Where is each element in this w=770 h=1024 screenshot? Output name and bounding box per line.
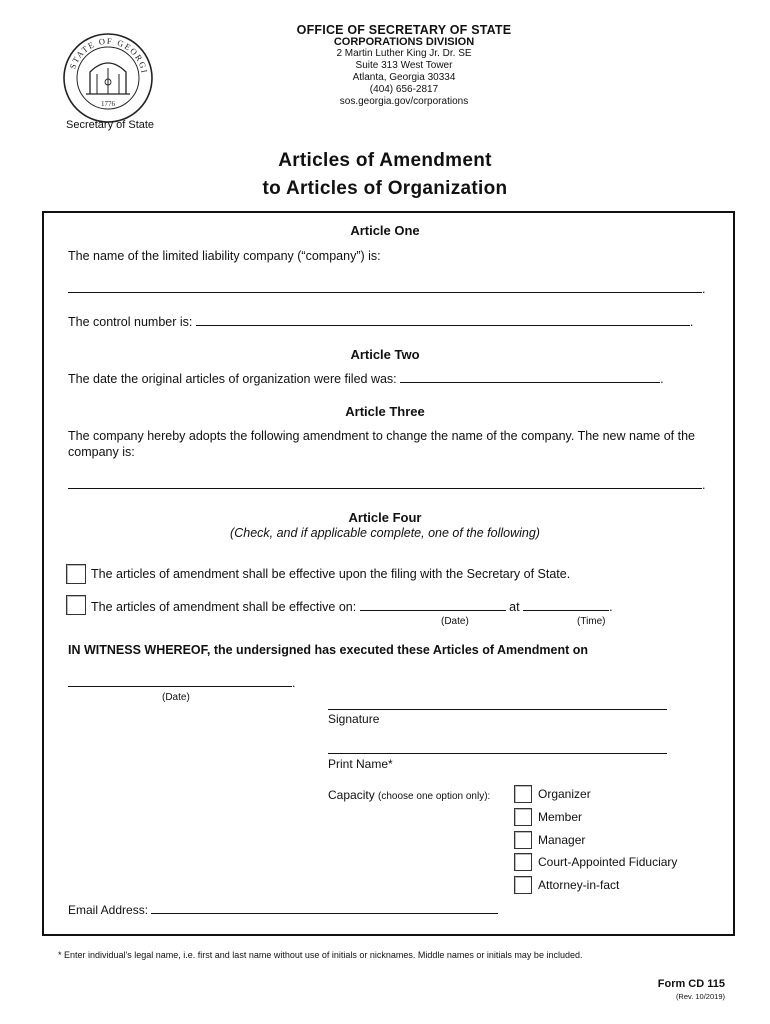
capacity-member-checkbox[interactable] bbox=[514, 808, 532, 826]
capacity-fiduciary-checkbox[interactable] bbox=[514, 853, 532, 871]
article-three-text: The company hereby adopts the following amendment to change the name of the company. The new name of the company is: bbox=[68, 429, 696, 459]
website: sos.georgia.gov/corporations bbox=[339, 96, 469, 107]
effective-time-caption: (Time) bbox=[577, 616, 606, 627]
execution-date-caption: (Date) bbox=[162, 692, 190, 703]
filing-date-prompt: The date the original articles of organization were filed was: bbox=[68, 372, 397, 386]
at-label: at bbox=[509, 600, 520, 614]
print-name-label: Print Name* bbox=[328, 757, 393, 771]
new-company-name-field[interactable]: . bbox=[68, 477, 705, 492]
article-one-heading: Article One bbox=[350, 223, 420, 238]
seal-text: STATE OF GEORGI bbox=[67, 35, 150, 75]
article-three-heading: Article Three bbox=[345, 404, 425, 419]
email-row bbox=[68, 902, 498, 917]
document-title-line-1: Articles of Amendment bbox=[278, 150, 492, 171]
effective-time-field[interactable] bbox=[523, 599, 609, 611]
form-revision: (Rev. 10/2019) bbox=[675, 992, 725, 1001]
company-name-field[interactable]: . bbox=[68, 281, 705, 296]
article-two-heading: Article Two bbox=[350, 347, 420, 362]
capacity-organizer-label: Organizer bbox=[538, 787, 591, 801]
effective-date-caption: (Date) bbox=[441, 616, 469, 627]
email-field[interactable] bbox=[151, 902, 498, 914]
georgia-state-seal bbox=[62, 32, 154, 124]
seal-caption: Secretary of State bbox=[66, 119, 155, 131]
effective-on-date-label: The articles of amendment shall be effective on: bbox=[91, 600, 357, 614]
filing-date-field[interactable] bbox=[400, 371, 660, 383]
capacity-row bbox=[328, 788, 490, 802]
phone-number: (404) 656-2817 bbox=[369, 84, 439, 95]
control-number-field[interactable] bbox=[196, 314, 690, 326]
effective-on-date-checkbox[interactable] bbox=[66, 595, 86, 615]
control-number-row: The control number is: . bbox=[68, 315, 694, 329]
capacity-member-label: Member bbox=[538, 810, 583, 824]
capacity-manager-checkbox[interactable] bbox=[514, 831, 532, 849]
effective-on-filing-checkbox[interactable] bbox=[66, 564, 86, 584]
capacity-organizer-checkbox[interactable] bbox=[514, 785, 532, 803]
signature-field[interactable] bbox=[328, 709, 667, 710]
footnote: * Enter individual's legal name, i.e. first and last name without use of initials or nicknames. Middle names or initials may be included. bbox=[58, 950, 583, 960]
print-name-field[interactable] bbox=[328, 753, 667, 754]
article-four-instruction: (Check, and if applicable complete, one of the following) bbox=[230, 526, 540, 540]
capacity-hint: (choose one option only): bbox=[378, 791, 491, 802]
execution-date-field[interactable]: . bbox=[68, 675, 295, 690]
effective-on-filing-label: The articles of amendment shall be effective upon the filing with the Secretary of State. bbox=[91, 567, 571, 581]
signature-label: Signature bbox=[328, 712, 380, 726]
effective-date-field[interactable] bbox=[360, 599, 506, 611]
capacity-fiduciary-label: Court-Appointed Fiduciary bbox=[538, 855, 678, 869]
capacity-label: Capacity bbox=[328, 788, 375, 802]
capacity-attorney-label: Attorney-in-fact bbox=[538, 878, 620, 892]
witness-statement: IN WITNESS WHEREOF, the undersigned has executed these Articles of Amendment on bbox=[68, 643, 588, 657]
office-name: OFFICE OF SECRETARY OF STATE bbox=[296, 23, 512, 37]
capacity-manager-label: Manager bbox=[538, 833, 586, 847]
address-line-3: Atlanta, Georgia 30334 bbox=[352, 72, 456, 83]
address-line-2: Suite 313 West Tower bbox=[355, 60, 453, 71]
address-line-1: 2 Martin Luther King Jr. Dr. SE bbox=[336, 48, 472, 59]
effective-on-date-row: The articles of amendment shall be effective on: at . bbox=[91, 600, 613, 614]
seal-year: 1776 bbox=[101, 100, 115, 108]
filing-date-row: The date the original articles of organization were filed was: . bbox=[68, 372, 664, 386]
capacity-attorney-checkbox[interactable] bbox=[514, 876, 532, 894]
company-name-prompt: The name of the limited liability company (“company”) is: bbox=[68, 249, 381, 263]
email-label: Email Address: bbox=[68, 903, 149, 917]
form-number: Form CD 115 bbox=[657, 978, 725, 990]
document-title-line-2: to Articles of Organization bbox=[262, 178, 508, 199]
division-name: CORPORATIONS DIVISION bbox=[333, 36, 475, 48]
control-number-prompt: The control number is: bbox=[68, 315, 193, 329]
article-four-heading: Article Four bbox=[348, 510, 422, 525]
office-address-block bbox=[254, 24, 554, 108]
